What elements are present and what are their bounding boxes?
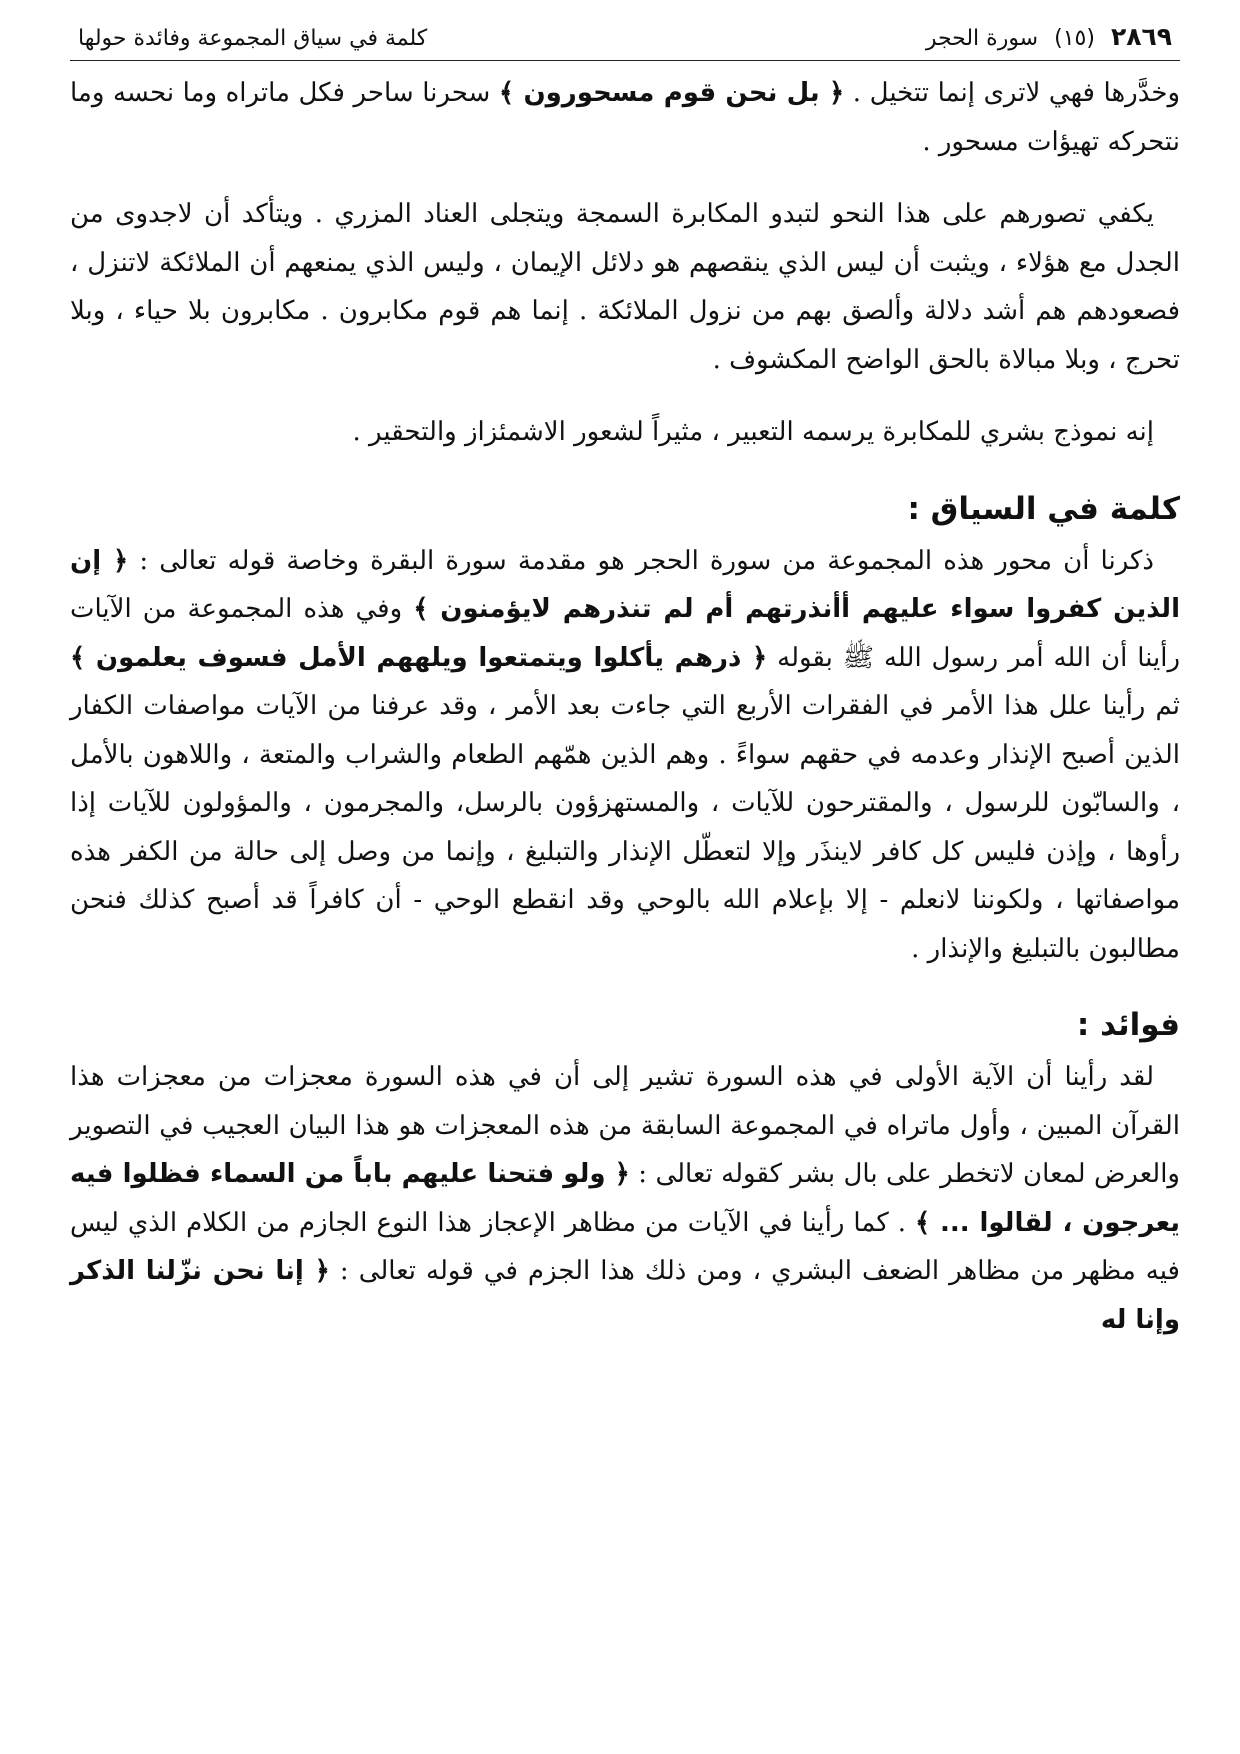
paragraph-intro: [70, 69, 1180, 166]
section-heading-benefits: فوائد :: [1076, 1007, 1180, 1043]
paragraph-text: . كما رأينا في الآيات من مظاهر الإعجاز هذا النوع الجازم من الكلام الذي ليس فيه مظهر من مظاهر الضعف البشري ، ومن ذلك هذا الجزم في قوله تعالى :: [70, 1207, 1180, 1286]
running-header: [70, 20, 1180, 61]
paragraph-text: سحرنا ساحر فكل ماتراه وما نحسه وما نتحركه تهيؤات مسحور .: [70, 78, 1180, 157]
section-heading-context: كلمة في السياق :: [907, 490, 1180, 527]
paragraph-text: وخدَّرها فهي لاترى إنما تتخيل .: [844, 78, 1181, 108]
quran-verse: ﴿ ذرهم يأكلوا ويتمتعوا ويلههم الأمل فسوف يعلمون ﴾: [70, 642, 768, 673]
quran-verse: ﴿ ولو فتحنا عليهم باباً من السماء فظلوا فيه يعرجون ، لقالوا ... ﴾: [70, 1159, 1181, 1238]
paragraph-text: لقد رأينا أن الآية الأولى في هذه السورة تشير إلى أن في هذه السورة معجزات من معجزات هذا القرآن المبين ، وأول ماتراه في المجموعة السابقة من هذه المعجزات هو هذا البيان العجيب في التصوير والعرض لمعان لاتخطر على بال بشر كقوله تعالى :: [70, 1062, 1180, 1189]
paragraph-text: ذكرنا أن محور هذه المجموعة من سورة الحجر هو مقدمة سورة البقرة وخاصة قوله تعالى :: [128, 545, 1154, 576]
header-right: [926, 20, 1172, 56]
paragraph-text: يكفي تصورهم على هذا النحو لتبدو المكابرة السمجة ويتجلى العناد المزري . ويتأكد أن لاجدوى من الجدل مع هؤلاء ، ويثبت أن ليس الذي ينقصهم هو دلائل الإيمان ، وليس الذي يمنعهم أن الملائكة لاتنزل ، فصعودهم هم أشد دلالة وألصق بهم من نزول الملائكة . إنما هم قوم مكابرون . مكابرون بلا حياء ، وبلا تحرج ، وبلا مبالاة بالحق الواضح المكشوف .: [70, 199, 1180, 375]
quran-verse: ﴿ إنا نحن نزّلنا الذكر وإنا له: [70, 1256, 1180, 1335]
paragraph-commentary: [70, 190, 1180, 384]
paragraph-conclusion: [70, 408, 1180, 457]
header-surah-name: سورة الحجر: [925, 26, 1039, 51]
header-group-number: (١٥): [1054, 26, 1095, 51]
paragraph-text: إنه نموذج بشري للمكابرة يرسمه التعبير ، مثيراً لشعور الاشمئزاز والتحقير .: [352, 417, 1154, 447]
paragraph-context: [70, 537, 1180, 974]
quran-verse: ﴿ إن الذين كفروا سواء عليهم أأنذرتهم أم لم تنذرهم لايؤمنون ﴾: [70, 545, 1180, 624]
quran-verse: ﴿ بل نحن قوم مسحورون ﴾: [498, 78, 845, 108]
page-number: ٢٨٦٩: [1110, 22, 1172, 51]
paragraph-benefits: [70, 1053, 1180, 1344]
paragraph-text: وفي هذه المجموعة من الآيات رأينا أن الله أمر رسول الله ﷺ بقوله: [70, 594, 1180, 673]
header-section-title: كلمة في سياق المجموعة وفائدة حولها: [78, 26, 428, 51]
paragraph-text: ثم رأينا علل هذا الأمر في الفقرات الأربع التي جاءت بعد الأمر ، وقد عرفنا من الآيات مواصفات الكفار الذين أصبح الإنذار وعدمه في حقهم سواءً . وهم الذين همّهم الطعام والشراب والمتعة ، واللاهون بالأمل ، والسابّون للرسول ، والمقترحون للآيات ، والمستهزؤون بالرسل، والمجرمون ، والمؤولون للآيات إذا رأوها ، وإذن فليس كل كافر لاينذَر وإلا لتعطّل الإنذار والتبليغ ، وإنما من وصل إلى حالة من الكفر هذه مواصفاتها ، ولكوننا لانعلم - إلا بإعلام الله بالوحي وقد انقطع الوحي - أن كافراً قد أصبح كذلك فنحن مطالبون بالتبليغ والإنذار .: [70, 691, 1181, 964]
